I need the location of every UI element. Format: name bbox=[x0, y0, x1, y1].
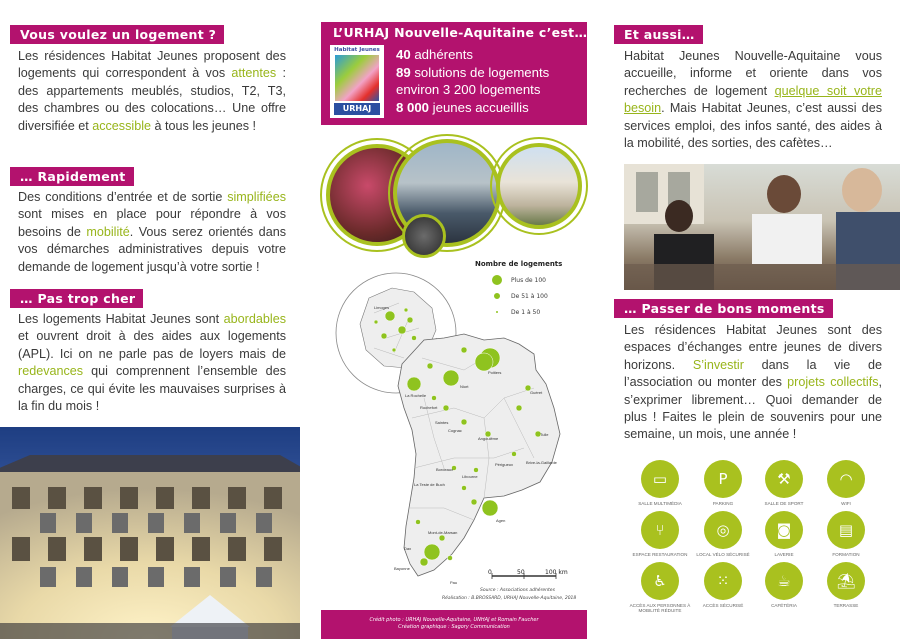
logo-habitat-jeunes: Habitat Jeunes bbox=[334, 47, 380, 53]
legend-title: Nombre de logements bbox=[475, 260, 563, 268]
service-label: ACCÈS SÉCURISÉ bbox=[702, 603, 744, 608]
middle-panel bbox=[300, 0, 600, 639]
urhaj-stats-list bbox=[396, 46, 549, 116]
service-label: PARKING bbox=[712, 501, 734, 506]
city-label: Brive-la-Gaillarde bbox=[526, 460, 557, 465]
logo-urhaj: URHAJ bbox=[334, 103, 380, 115]
paragraph-logement: Les résidences Habitat Jeunes proposent des logements qui correspondent à vos attentes : des appartements meublés, studios, T2, T3, des chambres ou des colocations… Une offre diversifiée et accessible à tous les jeunes ! bbox=[18, 49, 286, 133]
section-title-rapidement: … Rapidement bbox=[10, 167, 134, 186]
section-title-bons-moments: … Passer de bons moments bbox=[614, 299, 833, 318]
service-label: FORMATION bbox=[832, 552, 860, 557]
photo-circle-chateau bbox=[496, 143, 582, 229]
keypad-icon: ⁙ bbox=[704, 562, 742, 600]
city-label: Rochefort bbox=[420, 405, 438, 410]
city-label: Agen bbox=[496, 518, 506, 523]
logo-mosaic bbox=[335, 55, 379, 101]
service-label: SALLE MULTIMÉDIA bbox=[638, 501, 682, 506]
parking-icon: P bbox=[704, 460, 742, 498]
city-label: La Rochelle bbox=[405, 393, 427, 398]
legend-item-small: De 1 à 50 bbox=[475, 306, 595, 320]
parasol-icon: ⛱ bbox=[827, 562, 865, 600]
residence-building-photo bbox=[0, 427, 300, 639]
young-people-illustration bbox=[624, 164, 900, 290]
service-label: LOCAL VÉLO SÉCURISÉ bbox=[696, 552, 750, 557]
cutlery-icon: ⑂ bbox=[641, 511, 679, 549]
left-panel bbox=[0, 0, 300, 639]
scale-0: 0 bbox=[488, 569, 492, 576]
section-title-pas-trop-cher: … Pas trop cher bbox=[10, 289, 143, 308]
legend-item-medium: De 51 à 100 bbox=[475, 290, 595, 304]
legend-dot-small bbox=[495, 310, 499, 314]
city-label: Tulle bbox=[540, 432, 549, 437]
service-label: ACCÈS AUX PERSONNES À MOBILITÉ RÉDUITE bbox=[629, 603, 691, 614]
photo-circle-small bbox=[402, 214, 446, 258]
wheelchair-icon: ♿ bbox=[641, 562, 679, 600]
city-label: Limoges bbox=[374, 305, 390, 310]
city-label: Poitiers bbox=[488, 370, 502, 375]
coffee-icon: ☕ bbox=[765, 562, 803, 600]
bike-icon: ◎ bbox=[704, 511, 742, 549]
city-label: La Teste de Buch bbox=[414, 482, 445, 487]
stat-adherents: 40 adhérents bbox=[396, 47, 473, 62]
right-panel bbox=[600, 0, 900, 639]
map-source: Source : Associations adhérentes bbox=[480, 588, 555, 593]
building-illustration bbox=[0, 427, 300, 639]
design-credit: Création graphique : Sagory Communication bbox=[398, 624, 510, 630]
city-label: Pau bbox=[450, 580, 458, 585]
service-label: LAVERIE bbox=[774, 552, 794, 557]
city-label: Mont-de-Marsan bbox=[428, 530, 458, 535]
training-icon: ▤ bbox=[827, 511, 865, 549]
city-label: Guéret bbox=[530, 390, 543, 395]
dumbbell-icon: ⚒ bbox=[765, 460, 803, 498]
paragraph-rapidement: Des conditions d’entrée et de sortie simplifiées sont mises en place pour répondre à vos besoins de mobilité. Vous serez orientés dans vos démarches administratives depuis votre demande de logement jusqu’à votre sortie ! bbox=[18, 190, 286, 274]
paragraph-et-aussi: Habitat Jeunes Nouvelle-Aquitaine vous accueille, informe et oriente dans vos recherches de logement quelque soit votre besoin. Mais Habitat Jeunes, c’est aussi des services emploi, des infos santé, des aides à la mobilité, des sorties, des cafètes… bbox=[624, 49, 882, 151]
photo-credit: Crédit photo : URHAJ Nouvelle-Aquitaine, UNHAJ et Romain Faucher bbox=[369, 617, 539, 623]
young-people-photo bbox=[624, 164, 900, 290]
urhaj-stats-box bbox=[321, 22, 587, 125]
city-label: Niort bbox=[460, 384, 469, 389]
section-title-logement: Vous voulez un logement ? bbox=[10, 25, 224, 44]
map-realisation: Réalisation : B.BROSSARD, URHAJ Nouvelle-Aquitaine, 2018 bbox=[442, 596, 577, 601]
city-label: Angoulême bbox=[478, 436, 499, 441]
credits-footer bbox=[321, 610, 587, 639]
map-legend bbox=[475, 260, 595, 320]
city-label: Bayonne bbox=[394, 566, 410, 571]
city-label: Périgueux bbox=[495, 462, 514, 467]
stat-logements: environ 3 200 logements bbox=[396, 82, 541, 98]
stat-solutions: 89 solutions de logements bbox=[396, 64, 550, 80]
paragraph-pas-trop-cher: Les logements Habitat Jeunes sont abordables et ouvrent droit à des aides aux logements (APL). Ici on ne parle pas de loyers mais de redevances qui comprennent l’ensemble des charges, ce qui évite les mauvaises surprises à la fin du mois ! bbox=[18, 312, 286, 414]
legend-item-large: Plus de 100 bbox=[475, 274, 595, 288]
service-label: CAFÉTÉRIA bbox=[771, 603, 797, 608]
scale-50: 50 bbox=[517, 569, 525, 576]
city-label: Bordeaux bbox=[436, 467, 454, 472]
service-label: TERRASSE bbox=[833, 603, 859, 608]
legend-dot-large bbox=[491, 274, 503, 286]
urhaj-title: L’URHAJ Nouvelle-Aquitaine c’est… bbox=[333, 25, 588, 40]
city-label: Dax bbox=[404, 546, 412, 551]
section-title-et-aussi: Et aussi… bbox=[614, 25, 703, 44]
laundry-icon: ◙ bbox=[765, 511, 803, 549]
urhaj-logo bbox=[330, 45, 384, 118]
stat-jeunes: 8 000 jeunes accueillis bbox=[396, 99, 529, 115]
monitor-icon: ▭ bbox=[641, 460, 679, 498]
service-label: SALLE DE SPORT bbox=[764, 501, 804, 506]
legend-dot-medium bbox=[493, 292, 501, 300]
service-label: WIFI bbox=[841, 501, 851, 506]
city-label: Libourne bbox=[462, 474, 478, 479]
city-label: Saintes bbox=[435, 420, 449, 425]
service-label: ESPACE RESTAURATION bbox=[632, 552, 688, 557]
scale-100: 100 km bbox=[545, 569, 568, 576]
city-label: Cognac bbox=[448, 428, 462, 433]
paragraph-bons-moments: Les résidences Habitat Jeunes sont des espaces d’échanges entre jeunes de divers horizons. S’investir dans la vie de l’association ou monter des projets collectifs, s’exprimer librement… Quoi demander de plus ! Faites le plein de souvenirs pour une semaine, un mois, une année ! bbox=[624, 323, 883, 442]
wifi-icon: ◠ bbox=[827, 460, 865, 498]
